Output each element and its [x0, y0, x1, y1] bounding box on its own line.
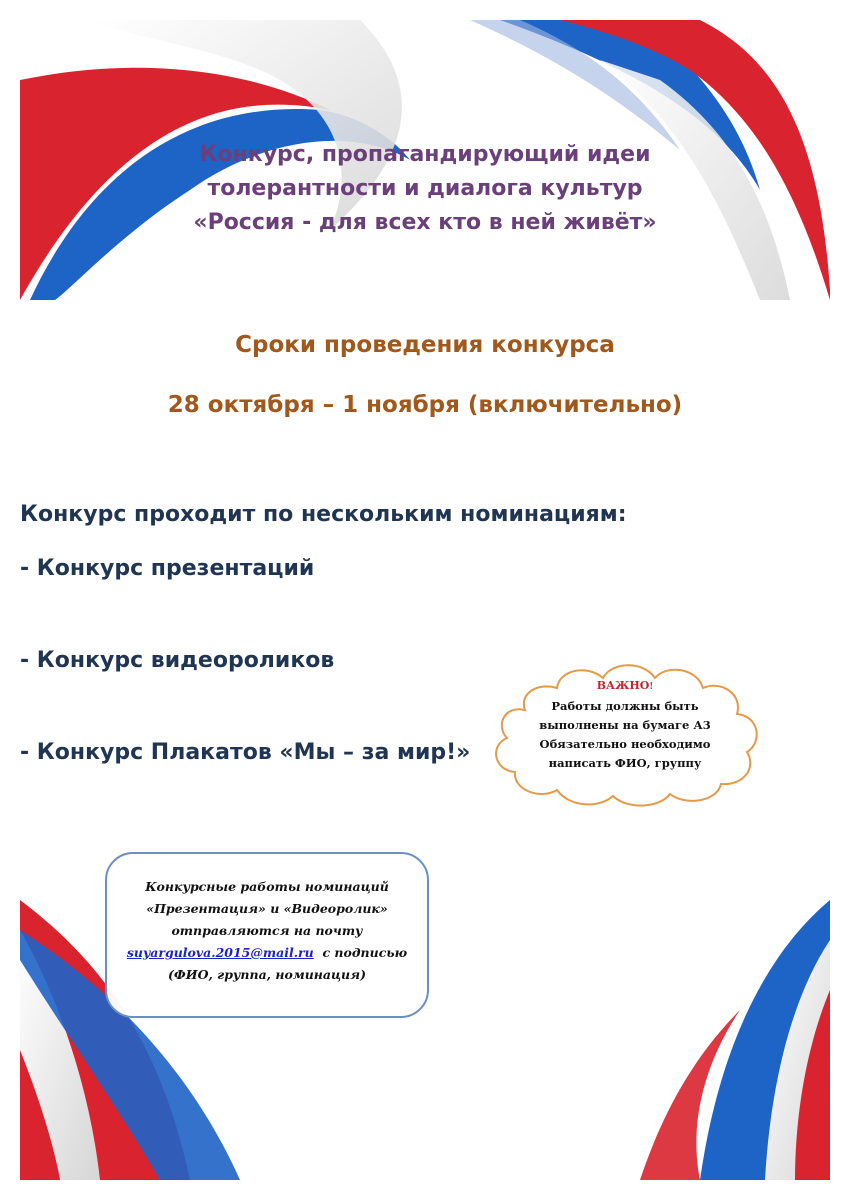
nominations-heading: Конкурс проходит по нескольким номинациям:: [20, 502, 627, 527]
title-line-3: «Россия - для всех кто в ней живёт»: [193, 210, 657, 235]
nomination-item: - Конкурс Плакатов «Мы – за мир!»: [20, 740, 471, 765]
notice-line-4-suffix: с подписью: [322, 945, 408, 960]
cloud-line-3: Обязательно необходимо: [539, 737, 711, 751]
notice-line-5: (ФИО, группа, номинация): [167, 967, 367, 982]
dates-range: 28 октября – 1 ноября (включительно): [167, 392, 683, 418]
title-line-1: Конкурс, пропагандирующий идеи: [199, 142, 651, 167]
cloud-line-2: выполнены на бумаге А3: [539, 718, 711, 732]
contest-title: [130, 138, 720, 240]
bottom-right-ribbon: [640, 900, 830, 1180]
important-mark: !: [649, 682, 654, 692]
notice-line-3: отправляются на почту: [171, 923, 363, 938]
cloud-line-4: написать ФИО, группу: [548, 756, 702, 770]
important-cloud-callout: [485, 650, 765, 810]
submission-notice-box: [105, 852, 429, 1018]
important-label: ВАЖНО: [596, 679, 650, 692]
title-line-2: толерантности и диалога культур: [207, 176, 643, 201]
dates-heading: Сроки проведения конкурса: [235, 332, 615, 358]
email-link[interactable]: suyargulova.2015@mail.ru: [126, 945, 314, 960]
notice-line-2: «Презентация» и «Видеоролик»: [146, 901, 388, 916]
notice-line-1: Конкурсные работы номинаций: [145, 879, 389, 894]
nomination-item: - Конкурс видеороликов: [20, 648, 335, 673]
nomination-item: - Конкурс презентаций: [20, 556, 315, 581]
cloud-line-1: Работы должны быть: [551, 699, 699, 713]
